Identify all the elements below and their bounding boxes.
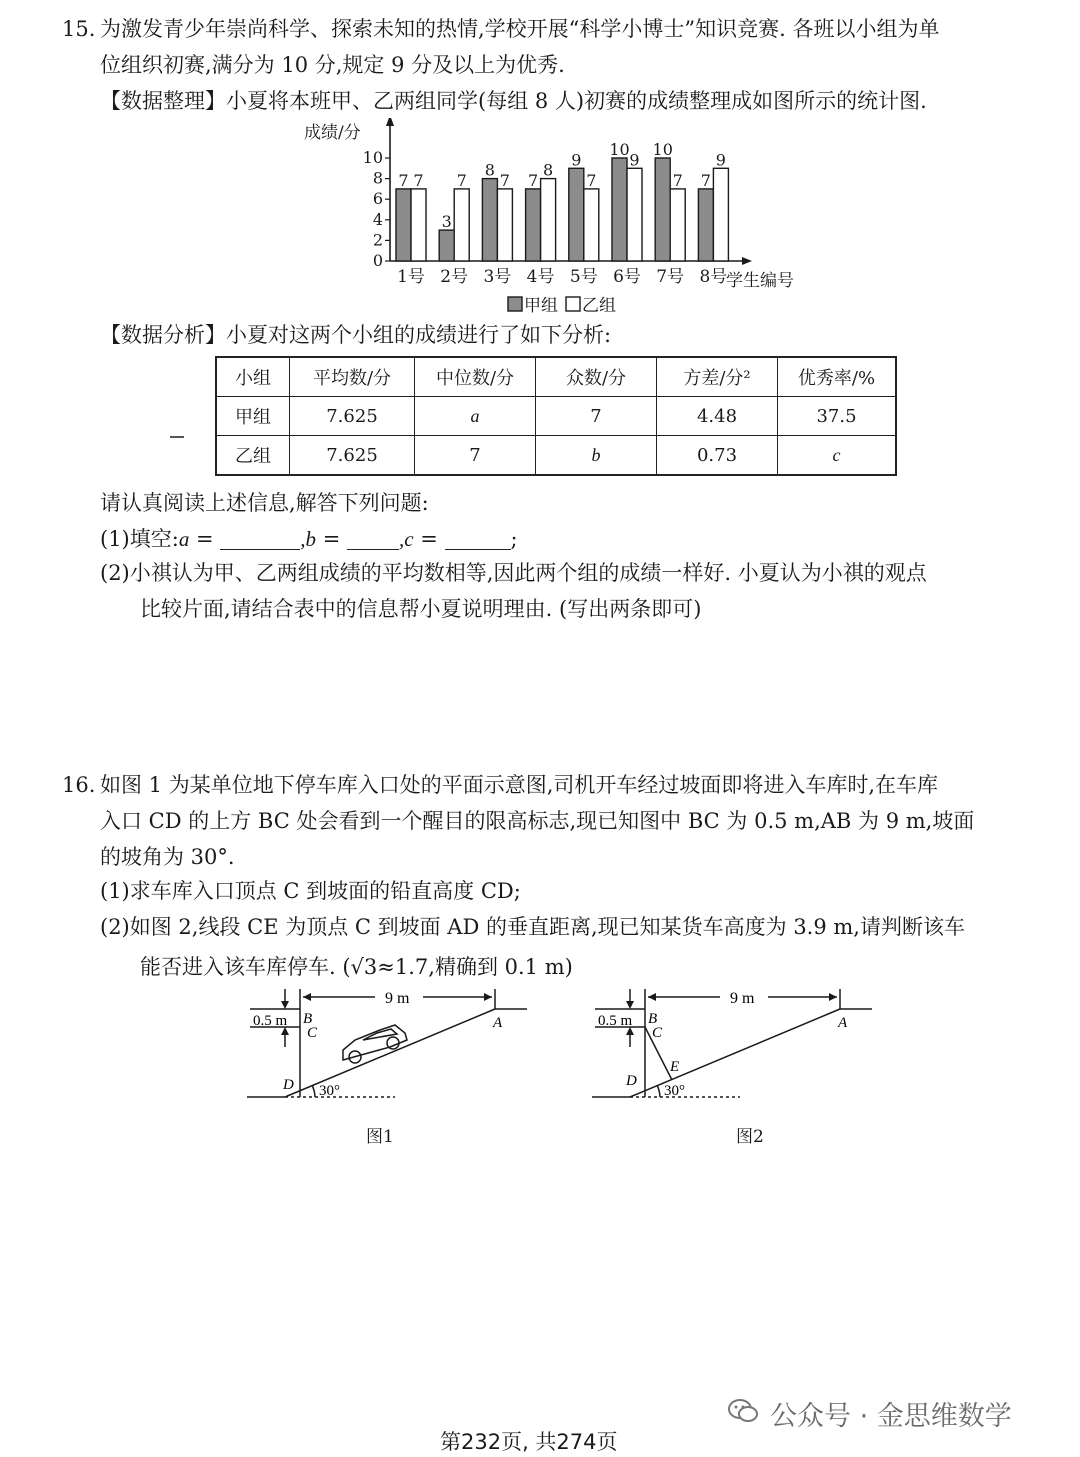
x-tick-label: 3号 (483, 267, 512, 287)
var-b: ,b (300, 527, 317, 551)
q16-number: 16. (62, 773, 96, 797)
bar-value-label: 7 (499, 170, 510, 190)
fig1-label-a: A (493, 1015, 503, 1031)
fig2-label-d: D (626, 1073, 637, 1089)
table-header: 优秀率/% (778, 357, 897, 397)
table-header: 小组 (216, 357, 290, 397)
bar-jia (612, 158, 627, 261)
x-axis-arrow (742, 257, 752, 265)
part1-end: ; (510, 527, 518, 551)
bar-jia (396, 189, 411, 261)
bar-value-label: 7 (700, 170, 711, 190)
table-cell: b (536, 436, 657, 476)
legend-label: 甲组 (524, 296, 558, 316)
fig2-label-c: C (652, 1025, 663, 1041)
y-tick-label: 4 (372, 209, 383, 229)
y-tick-label: 8 (372, 168, 383, 188)
bar-jia (526, 189, 541, 261)
margin-dash (170, 436, 184, 438)
fig2-ab-label: 9 m (730, 990, 755, 1007)
bar-value-label: 7 (456, 170, 467, 190)
q15-data-analysis: 【数据分析】小夏对这两个小组的成绩进行了如下分析: (100, 323, 612, 347)
figure-1-caption: 图1 (366, 1127, 394, 1147)
x-tick-label: 8号 (699, 267, 728, 287)
table-cell: 7 (415, 436, 536, 476)
bar-value-label: 7 (528, 170, 539, 190)
page-footer: 第232页, 共274页 (440, 1430, 618, 1454)
x-tick-label: 1号 (397, 267, 425, 287)
bar-yi (713, 168, 728, 261)
fig1-angle: 30° (319, 1083, 340, 1099)
q15-read-prompt: 请认真阅读上述信息,解答下列问题: (100, 491, 429, 515)
legend-label: 乙组 (582, 296, 616, 316)
blank-c (445, 527, 511, 550)
bar-yi (541, 179, 556, 261)
fig1-label-d: D (283, 1077, 294, 1093)
legend-swatch-yi (566, 297, 580, 311)
bar-value-label: 9 (571, 150, 582, 170)
bar-jia (482, 179, 497, 261)
q16-line1: 如图 1 为某单位地下停车库入口处的平面示意图,司机开车经过坡面即将进入车库时,在车库 (100, 773, 939, 797)
bar-value-label: 7 (672, 170, 683, 190)
y-tick-label: 0 (372, 251, 383, 270)
watermark: 公众号 · 金思维数学 (770, 1401, 1012, 1432)
table-cell: 7.625 (290, 397, 415, 436)
x-axis-label: 学生编号 (726, 271, 794, 291)
q15-part2-line1: (2)小祺认为甲、乙两组成绩的平均数相等,因此两个组的成绩一样好. 小夏认为小祺的观点 (100, 561, 927, 585)
table-row (216, 397, 896, 436)
bar-yi (411, 189, 426, 261)
equals: = (413, 527, 445, 551)
q16-part2-line2: 能否进入该车库停车. (√3≈1.7,精确到 0.1 m) (140, 955, 573, 979)
part1-prefix: (1)填空: (100, 527, 179, 551)
q16-line2: 入口 CD 的上方 BC 处会看到一个醒目的限高标志,现已知图中 BC 为 0.5 m,AB 为 9 m,坡面 (100, 809, 975, 833)
x-tick-label: 6号 (613, 267, 641, 287)
bar-value-label: 3 (441, 212, 452, 232)
q15-number: 15. (62, 17, 96, 41)
table-cell: 7.625 (290, 436, 415, 476)
x-tick-label: 5号 (569, 267, 598, 287)
wechat-icon (728, 1398, 758, 1424)
x-tick-label: 2号 (440, 267, 469, 287)
table-header: 平均数/分 (290, 357, 415, 397)
table-cell: 37.5 (778, 397, 897, 436)
y-tick-label: 2 (372, 230, 383, 250)
bar-jia (439, 230, 454, 261)
y-tick-label: 10 (362, 148, 383, 167)
y-axis-arrow (386, 118, 394, 126)
fig1-bc-label: 0.5 m (253, 1013, 288, 1029)
table-cell: 0.73 (657, 436, 778, 476)
bar-yi (670, 189, 685, 261)
legend-swatch-jia (508, 297, 522, 311)
var-c: ,c (398, 527, 414, 551)
bar-yi (454, 189, 469, 261)
score-bar-chart (290, 118, 830, 318)
fig2-angle: 30° (664, 1083, 685, 1099)
fig2-bc-label: 0.5 m (598, 1013, 633, 1029)
q15-part1 (100, 524, 518, 554)
figure-2 (590, 985, 880, 1110)
bar-jia (655, 158, 670, 261)
table-cell: 乙组 (216, 436, 290, 476)
fig2-label-a: A (838, 1015, 848, 1031)
table-cell: 7 (536, 397, 657, 436)
bar-yi (627, 168, 642, 261)
bar-value-label: 9 (629, 150, 640, 170)
q16-part2-line1: (2)如图 2,线段 CE 为顶点 C 到坡面 AD 的垂直距离,现已知某货车高度为 3.9 m,请判断该车 (100, 915, 965, 939)
y-axis-label: 成绩/分 (304, 123, 361, 143)
fig1-ab-label: 9 m (385, 990, 410, 1007)
bar-value-label: 8 (484, 160, 495, 180)
blank-b (347, 527, 399, 550)
x-tick-label: 7号 (656, 267, 685, 287)
figure-2-caption: 图2 (736, 1127, 764, 1147)
fig1-label-c: C (307, 1025, 318, 1041)
bar-value-label: 10 (609, 140, 630, 159)
table-header: 方差/分² (657, 357, 778, 397)
q16-line3: 的坡角为 30°. (100, 845, 235, 869)
equals: = (189, 527, 221, 551)
table-cell: a (415, 397, 536, 436)
q15-line2: 位组织初赛,满分为 10 分,规定 9 分及以上为优秀. (100, 53, 565, 77)
table-header-row (216, 357, 896, 397)
bar-jia (569, 168, 584, 261)
fig2-label-b: B (648, 1011, 658, 1027)
bar-value-label: 10 (652, 140, 673, 159)
table-header: 中位数/分 (415, 357, 536, 397)
bar-value-label: 7 (413, 170, 424, 190)
bar-value-label: 7 (586, 170, 597, 190)
bar-yi (497, 189, 512, 261)
table-header: 众数/分 (536, 357, 657, 397)
bar-jia (698, 189, 713, 261)
bar-value-label: 7 (398, 170, 409, 190)
table-cell: 4.48 (657, 397, 778, 436)
bar-value-label: 9 (715, 150, 726, 170)
table-cell: 甲组 (216, 397, 290, 436)
q15-line1: 为激发青少年崇尚科学、探索未知的热情,学校开展“科学小博士”知识竞赛. 各班以小组为单 (100, 17, 940, 41)
var-a: a (178, 527, 190, 551)
stats-table (215, 356, 897, 476)
bar-value-label: 8 (543, 160, 554, 180)
q15-part2-line2: 比较片面,请结合表中的信息帮小夏说明理由. (写出两条即可) (140, 597, 702, 621)
equals: = (316, 527, 347, 551)
blank-a (220, 527, 300, 550)
figure-1 (245, 985, 535, 1110)
q15-data-organization: 【数据整理】小夏将本班甲、乙两组同学(每组 8 人)初赛的成绩整理成如图所示的统计图. (100, 89, 927, 113)
fig2-label-e: E (670, 1059, 680, 1075)
x-tick-label: 4号 (526, 267, 555, 287)
fig1-label-b: B (303, 1011, 313, 1027)
bar-yi (584, 189, 599, 261)
q16-part1: (1)求车库入口顶点 C 到坡面的铅直高度 CD; (100, 879, 521, 903)
table-cell: c (778, 436, 897, 476)
y-tick-label: 6 (372, 189, 383, 209)
table-row (216, 436, 896, 476)
